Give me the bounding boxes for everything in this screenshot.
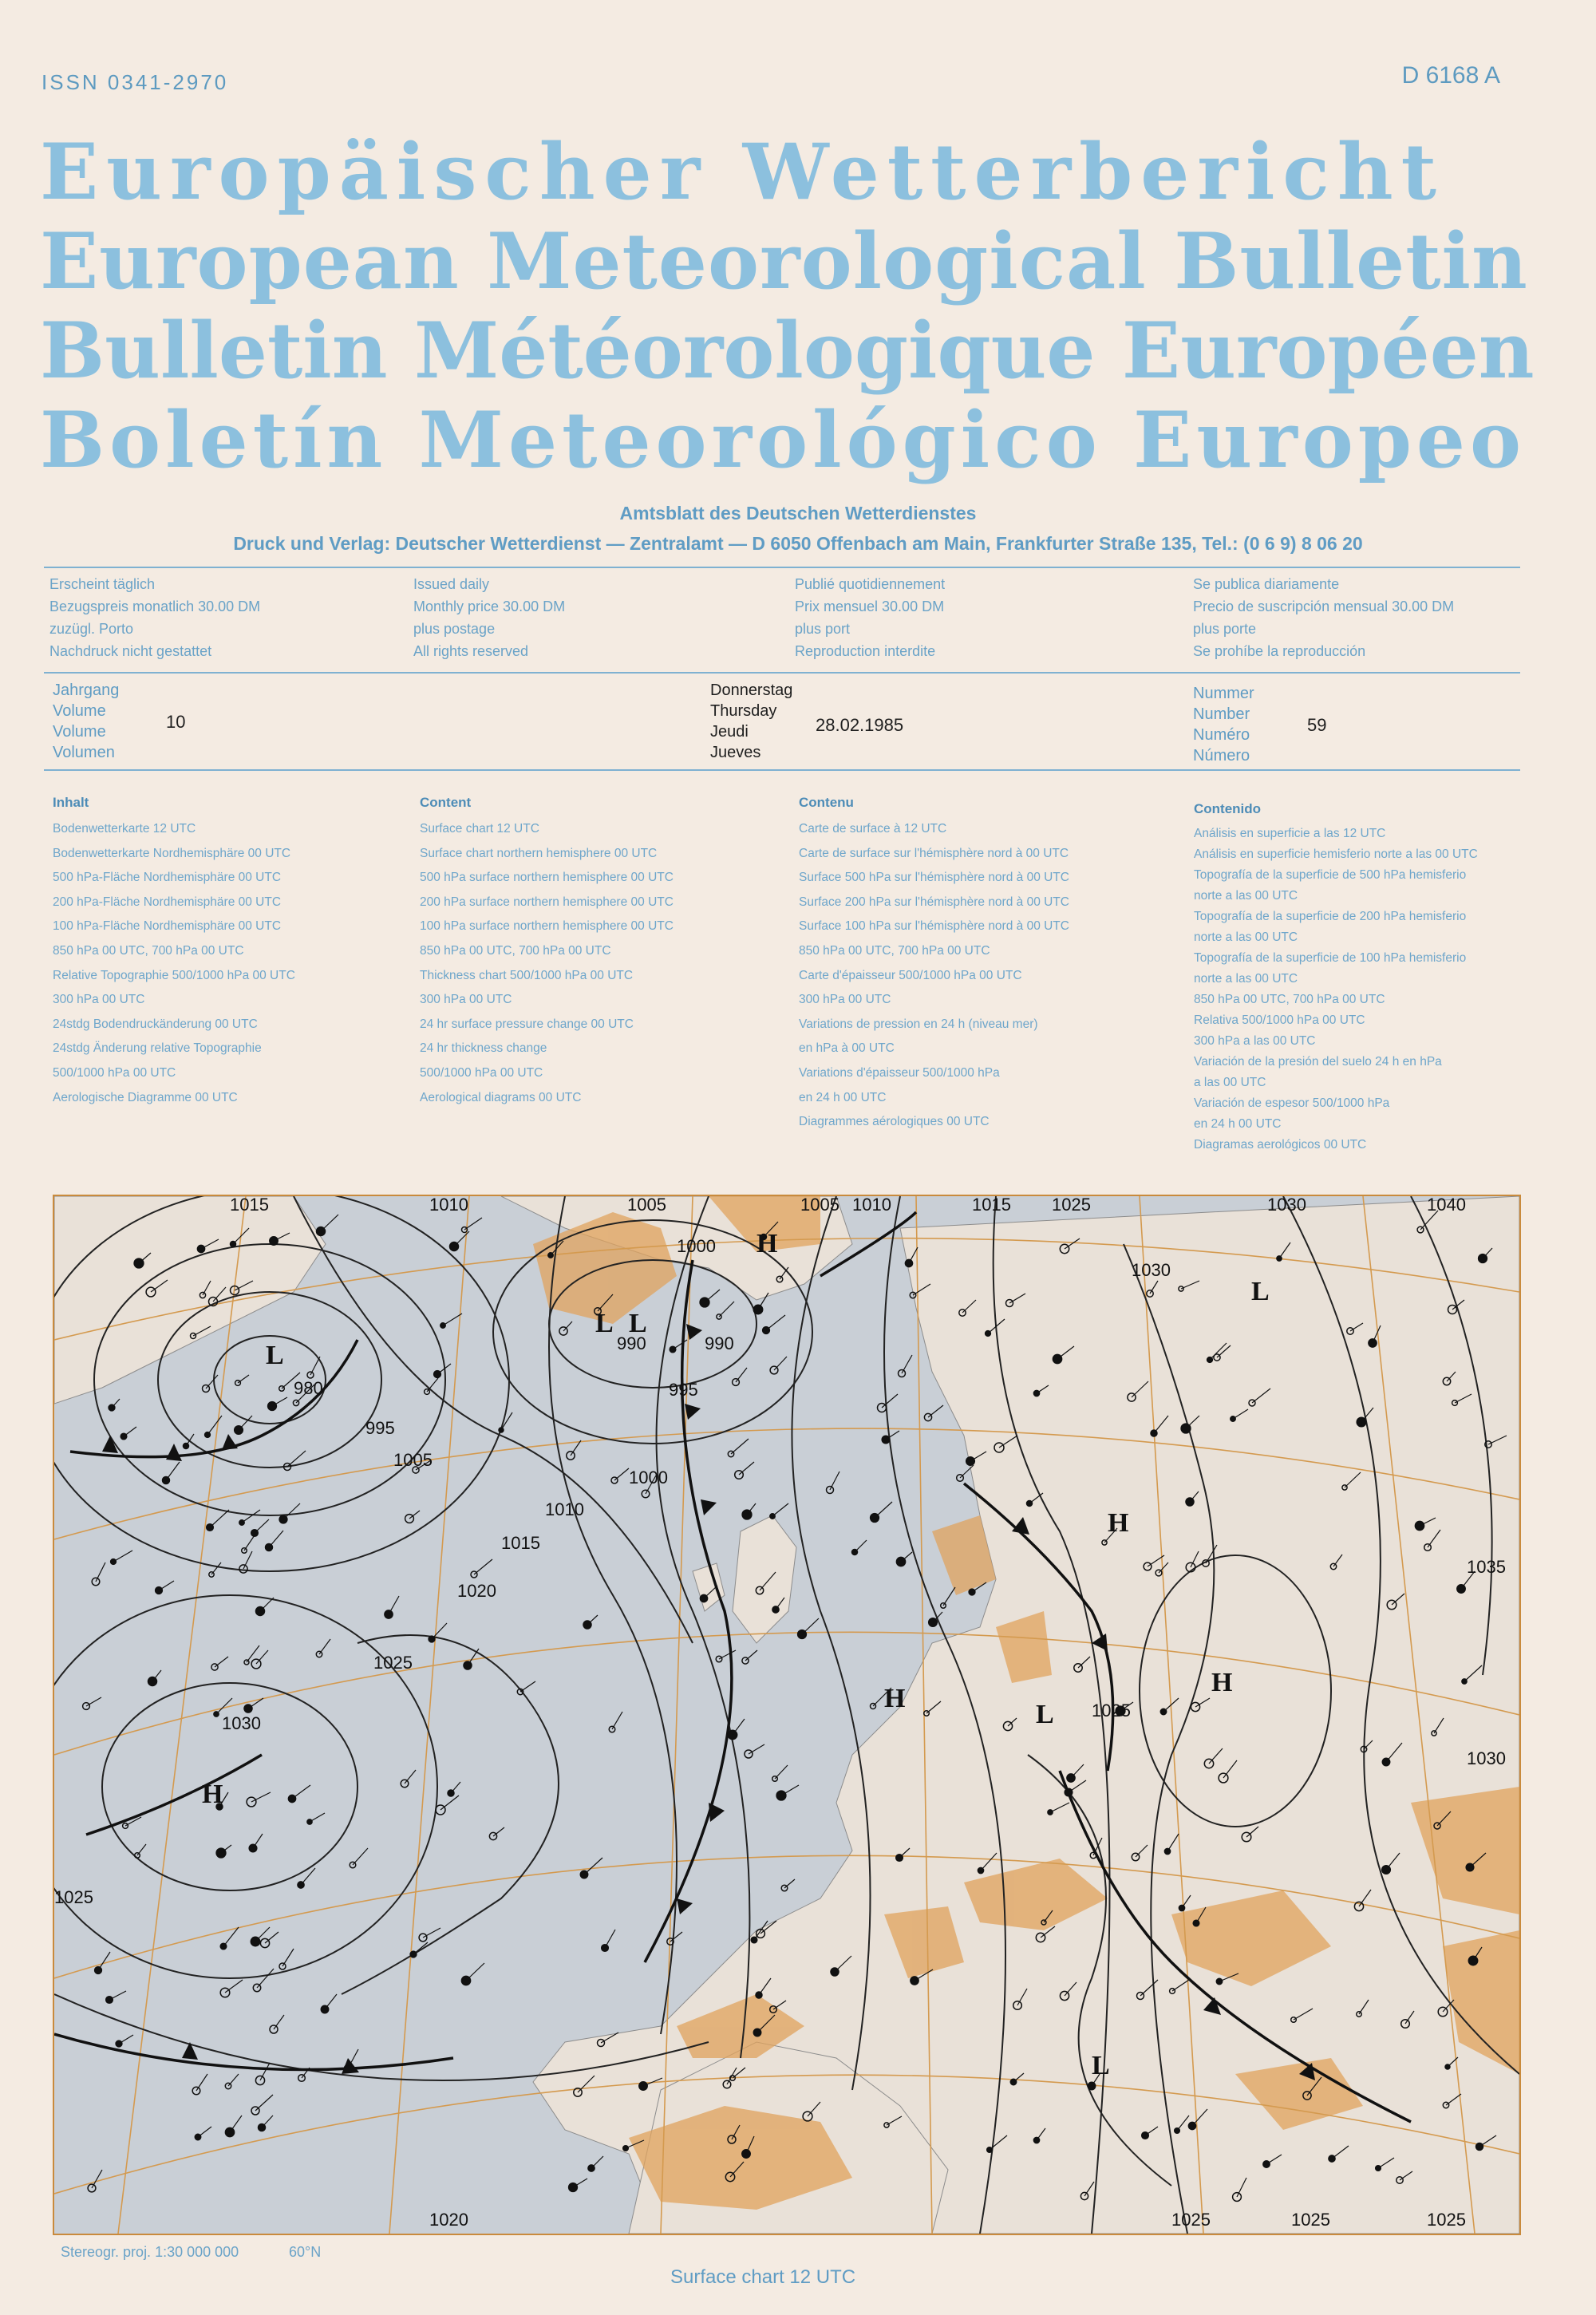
wind-barb — [228, 2074, 239, 2086]
isobar-label: 1020 — [429, 2210, 468, 2230]
contents-item: 500/1000 hPa 00 UTC — [420, 1065, 543, 1080]
contents-item: Variations de pression en 24 h (niveau mer) — [799, 1017, 1038, 1031]
wind-barb — [605, 1930, 615, 1948]
isobar-label: 1005 — [800, 1196, 839, 1215]
wind-barb — [353, 1848, 368, 1865]
wind-barb — [257, 1969, 274, 1988]
wind-barb — [211, 1562, 221, 1574]
contents-item: 500 hPa-Fläche Nordhemisphäre 00 UTC — [53, 871, 282, 885]
weather-map-drawing — [54, 1196, 1519, 2234]
isobar-label: 990 — [617, 1333, 646, 1353]
wind-barb — [591, 2156, 603, 2168]
wind-barb — [310, 1357, 320, 1375]
publication-code: D 6168 A — [1401, 62, 1500, 89]
isobar-label: 1025 — [54, 1887, 93, 1907]
wind-barb — [260, 2063, 270, 2080]
contents-item: Relativa 500/1000 hPa 00 UTC — [1194, 1013, 1365, 1027]
wind-barb — [251, 1792, 271, 1802]
isobar-label: 1010 — [852, 1196, 891, 1215]
wind-barb — [772, 1503, 788, 1516]
pressure-centre: L — [1036, 1700, 1054, 1729]
wind-barb — [774, 1357, 787, 1370]
wind-barb — [242, 1510, 260, 1523]
wind-barb — [440, 1796, 459, 1810]
wind-barb — [255, 2095, 273, 2111]
contents-item: Análisis en superficie a las 12 UTC — [1194, 827, 1386, 840]
isobar-label: 1000 — [629, 1468, 668, 1487]
wind-barb — [319, 1639, 330, 1654]
contents-item: 850 hPa 00 UTC, 700 hPa 00 UTC — [1194, 993, 1385, 1006]
wind-barb — [731, 1439, 749, 1454]
wind-barb — [256, 1650, 268, 1664]
contents-item: Carte de surface sur l'hémisphère nord à 00 UTC — [799, 846, 1069, 860]
wind-barb — [520, 1681, 535, 1692]
contents-german: Inhalt Bodenwetterkarte 12 UTC Bodenwetterkarte Nordhemisphäre 00 UTC 500 hPa-Fläche Nordhemisphäre 00 UTC 200 hPa-Fläche Nordhemisphäre 00 UTC 100 hPa-Fläche Nordhemisphäre 00 UTC 850 hPa 00 UTC, 700 hPa 00 UTC Relative Topographie 500/1000 hPa 00 UTC 300 hPa 00 UTC 24stdg Bodendruckänderung 00 UTC 24stdg Änderung relative Topographie 500/1000 hPa 00 UTC Aerologische Diagramme 00 UTC — [53, 792, 295, 1110]
wind-barb — [230, 2115, 242, 2132]
wind-barb — [733, 1719, 745, 1735]
wind-barb — [781, 1785, 799, 1796]
contents-item: 24 hr surface pressure change 00 UTC — [420, 1017, 634, 1031]
pressure-centre: L — [629, 1309, 647, 1338]
contents-item: Topografía de la superficie de 500 hPa hemisferio — [1194, 868, 1467, 882]
wind-barb — [325, 1994, 337, 2009]
contents-item: Bodenwetterkarte 12 UTC — [53, 822, 196, 836]
isobar-label: 995 — [669, 1380, 698, 1400]
wind-barb — [454, 1231, 469, 1246]
wind-barb — [159, 1581, 174, 1590]
isobar-label: 1015 — [501, 1533, 540, 1553]
issue-number: 59 — [1307, 715, 1327, 735]
isobar-label: 1040 — [1427, 1196, 1466, 1215]
title-spanish: Boletín Meteorológico Europeo — [40, 395, 1526, 485]
isobar-label: 1030 — [1132, 1260, 1171, 1280]
wind-barb — [274, 2015, 284, 2029]
contents-item: Diagramas aerológicos 00 UTC — [1194, 1138, 1367, 1152]
volume-number: 10 — [166, 712, 186, 732]
wind-barb — [775, 1765, 788, 1779]
contents-item: 24stdg Änderung relative Topographie — [53, 1041, 262, 1056]
wind-barb — [736, 1368, 747, 1382]
wind-barb — [587, 1615, 598, 1625]
wind-barb — [96, 1562, 105, 1582]
map-caption: Surface chart 12 UTC — [670, 2266, 856, 2288]
contents-item: Surface 500 hPa sur l'hémisphère nord à 00 UTC — [799, 871, 1069, 885]
wind-barb — [739, 1462, 754, 1475]
volume-labels: Jahrgang Volume Volume Volumen — [53, 681, 120, 761]
wind-barb — [943, 1587, 955, 1606]
wind-barb — [253, 1834, 263, 1848]
wind-barb — [207, 1416, 222, 1435]
contents-item: Surface 200 hPa sur l'hémisphère nord à 00 UTC — [799, 895, 1069, 909]
contents-item: 200 hPa-Fläche Nordhemisphäre 00 UTC — [53, 895, 282, 909]
contents-item: 300 hPa a las 00 UTC — [1194, 1034, 1316, 1048]
contents-item: 300 hPa 00 UTC — [53, 993, 145, 1007]
contents-item: Topografía de la superficie de 200 hPa hemisferio — [1194, 910, 1467, 923]
wind-barb — [670, 1932, 682, 1942]
contents-item: Variations d'épaisseur 500/1000 hPa — [799, 1065, 1000, 1080]
wind-barb — [423, 1928, 440, 1938]
wind-barb — [875, 1502, 892, 1518]
wind-barb — [225, 1980, 243, 1993]
contents-item: 500 hPa surface northern hemisphere 00 UTC — [420, 871, 674, 885]
wind-barb — [928, 1405, 943, 1417]
contents-item: 200 hPa surface northern hemisphere 00 UTC — [420, 895, 674, 909]
wind-barb — [282, 1949, 294, 1966]
isobar-label: 1030 — [222, 1713, 261, 1733]
contents-item: 850 hPa 00 UTC, 700 hPa 00 UTC — [799, 943, 990, 958]
wind-barb — [272, 1397, 287, 1406]
pressure-centre: H — [202, 1780, 223, 1809]
contents-item: Diagrammes aérologiques 00 UTC — [799, 1115, 990, 1129]
pressure-centre: L — [266, 1341, 284, 1370]
wind-barb — [466, 1963, 484, 1981]
contents-item: 100 hPa surface northern hemisphere 00 UTC — [420, 919, 674, 934]
contents-item: Análisis en superficie hemisferio norte a las 00 UTC — [1194, 847, 1478, 861]
wind-barb — [614, 1468, 629, 1480]
contents-item: norte a las 00 UTC — [1194, 972, 1298, 986]
info-french: Publié quotidiennement Prix mensuel 30.00 DM plus port Reproduction interdite — [795, 576, 946, 659]
contents-item: a las 00 UTC — [1194, 1076, 1266, 1089]
isobar-label: 1010 — [429, 1196, 468, 1215]
isobar-label: 1025 — [1052, 1196, 1091, 1215]
contents-item: en 24 h 00 UTC — [1194, 1117, 1282, 1131]
isobar-label: 1015 — [230, 1196, 269, 1215]
wind-barb — [269, 1531, 283, 1547]
contents-item: en hPa à 00 UTC — [799, 1041, 895, 1056]
wind-barb — [119, 2035, 133, 2044]
wind-barb — [98, 1952, 110, 1970]
wind-barb — [673, 1340, 687, 1349]
station-symbol — [197, 1245, 204, 1252]
issn-number: ISSN 0341-2970 — [41, 70, 229, 94]
info-spanish: Se publica diariamente Precio de suscripción mensual 30.00 DM plus porte Se prohíbe la reproducción — [1193, 576, 1455, 659]
wind-barb — [784, 1879, 795, 1888]
contents-item: 24 hr thickness change — [420, 1041, 547, 1056]
wind-barb — [310, 1813, 325, 1822]
contents-item: 300 hPa 00 UTC — [420, 993, 512, 1007]
wind-barb — [389, 1596, 399, 1614]
isobar-label: 1015 — [972, 1196, 1011, 1215]
wind-barb — [86, 1697, 101, 1706]
wind-barb — [92, 2170, 102, 2188]
isobar-label: 1025 — [1171, 2210, 1211, 2230]
wind-barb — [451, 1782, 460, 1793]
wind-barb — [124, 1427, 136, 1436]
wind-barb — [113, 1551, 132, 1562]
pressure-centre: L — [1092, 2051, 1110, 2080]
wind-barb — [137, 1844, 146, 1855]
contents-item: Topografía de la superficie de 100 hPa hemisferio — [1194, 951, 1467, 965]
number-labels: Nummer Number Numéro Número — [1193, 685, 1254, 764]
contents-item: Surface chart northern hemisphere 00 UTC — [420, 846, 658, 860]
info-english: Issued daily Monthly price 30.00 DM plus postage All rights reserved — [413, 576, 566, 659]
wind-barb — [468, 1649, 479, 1665]
wind-barb — [901, 1552, 912, 1562]
wind-barb — [745, 1650, 757, 1661]
wind-barb — [882, 1394, 898, 1408]
wind-barb — [210, 1510, 229, 1527]
wind-barb — [321, 1215, 338, 1231]
issue-date: 28.02.1985 — [816, 715, 904, 735]
wind-barb — [749, 1744, 764, 1754]
wind-barb — [260, 1598, 274, 1611]
contents-item: Aerologische Diagramme 00 UTC — [53, 1090, 238, 1104]
isobar-label: 1010 — [545, 1499, 584, 1519]
info-german: Erscheint täglich Bezugspreis monatlich 30.00 DM zuzügl. Porto Nachdruck nicht gestattet — [49, 576, 261, 659]
contents-item: 850 hPa 00 UTC, 700 hPa 00 UTC — [420, 943, 611, 958]
wind-barb — [292, 1785, 310, 1799]
wind-barb — [855, 1540, 867, 1552]
contents-item: 850 hPa 00 UTC, 700 hPa 00 UTC — [53, 943, 244, 958]
contents-item: 100 hPa-Fläche Nordhemisphäre 00 UTC — [53, 919, 282, 934]
pressure-centre: H — [1108, 1508, 1129, 1538]
title-english: European Meteorological Bulletin — [40, 216, 1528, 306]
wind-barb — [196, 2074, 207, 2091]
isobar-label: 1030 — [1467, 1748, 1506, 1768]
wind-barb — [243, 1551, 252, 1569]
pressure-centre: H — [1211, 1668, 1233, 1697]
contents-item: 24stdg Bodendruckänderung 00 UTC — [53, 1017, 258, 1031]
publisher-line: Druck und Verlag: Deutscher Wetterdienst — Zentralamt — D 6050 Offenbach am Main, Frankfurter Straße 135, Tel.: (0 6 9) 8 06 20 — [233, 533, 1363, 554]
isobar-label: 1005 — [393, 1450, 433, 1470]
contents-item: en 24 h 00 UTC — [799, 1090, 887, 1104]
wind-barb — [902, 1355, 912, 1373]
isobar-label: 1025 — [373, 1653, 413, 1673]
pressure-centre: H — [884, 1684, 906, 1713]
wind-barb — [474, 1559, 492, 1574]
wind-barb — [109, 1991, 126, 2000]
contents-item: Variación de la presión del suelo 24 h en hPa — [1194, 1055, 1442, 1069]
isobar-label: 1035 — [1467, 1557, 1506, 1577]
projection-info: Stereogr. proj. 1:30 000 000 — [61, 2244, 239, 2260]
contents-item: Variación de espesor 500/1000 hPa — [1194, 1096, 1390, 1110]
wind-barb — [766, 1315, 785, 1330]
wind-barb — [705, 1290, 720, 1302]
contents-item: Carte de surface à 12 UTC — [799, 822, 947, 836]
pressure-centre: L — [595, 1309, 614, 1338]
title-german: Europäischer Wetterbericht — [40, 127, 1444, 217]
wind-barb — [413, 1942, 428, 1954]
title-french: Bulletin Météorologique Européen — [40, 306, 1535, 396]
wind-barb — [432, 1623, 447, 1639]
official-gazette: Amtsblatt des Deutschen Wetterdienstes — [619, 503, 977, 523]
isobar-label: 980 — [294, 1378, 323, 1398]
contents-item: norte a las 00 UTC — [1194, 889, 1298, 903]
wind-barb — [405, 1770, 416, 1784]
isobar-label: 1020 — [457, 1581, 496, 1601]
contents-item: norte a las 00 UTC — [1194, 930, 1298, 944]
contents-item: Relative Topographie 500/1000 hPa 00 UTC — [53, 968, 295, 982]
contents-item: Carte d'épaisseur 500/1000 hPa 00 UTC — [799, 968, 1022, 982]
contents-item: 500/1000 hPa 00 UTC — [53, 1065, 176, 1080]
surface-chart-map — [53, 1195, 1521, 2235]
isobar-label: 990 — [705, 1333, 734, 1353]
wind-barb — [198, 2127, 211, 2137]
contents-item: 300 hPa 00 UTC — [799, 993, 891, 1007]
wind-barb — [283, 1503, 300, 1519]
wind-barb — [112, 1399, 120, 1408]
isobar-label: 995 — [365, 1418, 395, 1438]
contents-english: Content Surface chart 12 UTC Surface chart northern hemisphere 00 UTC 500 hPa surface northern hemisphere 00 UTC 200 hPa surface northern hemisphere 00 UTC 100 hPa surface northern hemisphere 00 UTC 850 hPa 00 UTC, 700 hPa 00 UTC Thickness chart 500/1000 hPa 00 UTC 300 hPa 00 UTC 24 hr surface pressure change 00 UTC 24 hr thickness change 500/1000 hPa 00 UTC Aerological diagrams 00 UTC — [420, 792, 674, 1110]
pressure-centre: L — [1251, 1277, 1270, 1306]
isobar-label: 1000 — [677, 1236, 716, 1256]
wind-barb — [215, 1657, 228, 1667]
isobar-label: 1025 — [1291, 2210, 1330, 2230]
contents-spanish: Contenido Análisis en superficie a las 12 UTC Análisis en superficie hemisferio norte a las 00 UTC Topografía de la superficie de 500 hPa hemisferio norte a las 00 UTC Topografía de la superficie de 200 hPa hemisferio norte a las 00 UTC Topografía de la superficie de 100 hPa hemisferio norte a las 00 UTC 850 hPa 00 UTC, 700 hPa 00 UTC Relativa 500/1000 hPa 00 UTC 300 hPa a las 00 UTC Variación de la presión del suelo 24 h en hPa a las 00 UTC Variación de espesor 500/1000 hPa en 24 h 00 UTC Diagramas aerológicos 00 UTC — [1194, 798, 1478, 1156]
wind-barb — [265, 1932, 279, 1943]
wind-barb — [301, 1868, 315, 1885]
contents-item: Surface 100 hPa sur l'hémisphère nord à 00 UTC — [799, 919, 1069, 934]
wind-barb — [206, 1375, 218, 1389]
wind-barb — [262, 2115, 273, 2127]
contents-item: Bodenwetterkarte Nordhemisphäre 00 UTC — [53, 846, 291, 860]
latitude-label: 60°N — [289, 2244, 322, 2260]
wind-barb — [584, 1858, 602, 1875]
wind-barb — [427, 1378, 438, 1392]
contents-item: Thickness chart 500/1000 hPa 00 UTC — [420, 968, 634, 982]
contents-item: Surface chart 12 UTC — [420, 822, 539, 836]
isobar-label: 1025 — [1427, 2210, 1466, 2230]
wind-barb — [493, 1827, 504, 1836]
isobar-label: 1005 — [627, 1196, 666, 1215]
wind-barb — [238, 1375, 249, 1383]
wind-barb — [166, 1462, 180, 1480]
isobar-label: 1030 — [1267, 1196, 1306, 1215]
contents-item: Aerological diagrams 00 UTC — [420, 1090, 582, 1104]
wind-barb — [612, 1712, 622, 1729]
wind-barb — [830, 1472, 839, 1490]
pressure-centre: H — [757, 1229, 778, 1258]
isobar-label: 1025 — [1092, 1701, 1131, 1720]
wind-barb — [719, 1302, 734, 1317]
wind-barb — [886, 1431, 899, 1440]
wind-barb — [719, 1650, 736, 1659]
wind-barb — [255, 1519, 269, 1533]
weekday-labels: Donnerstag Thursday Jeudi Jueves — [710, 681, 793, 761]
contents-french: Contenu Carte de surface à 12 UTC Carte de surface sur l'hémisphère nord à 00 UTC Surface 500 hPa sur l'hémisphère nord à 00 UTC Surface 200 hPa sur l'hémisphère nord à 00 UTC Surface 100 hPa sur l'hémisphère nord à 00 UTC 850 hPa 00 UTC, 700 hPa 00 UTC Carte d'épaisseur 500/1000 hPa 00 UTC 300 hPa 00 UTC Variations de pression en 24 h (niveau mer) en hPa à 00 UTC Variations d'épaisseur 500/1000 hPa en 24 h 00 UTC Diagrammes aérologiques 00 UTC — [799, 792, 1069, 1135]
